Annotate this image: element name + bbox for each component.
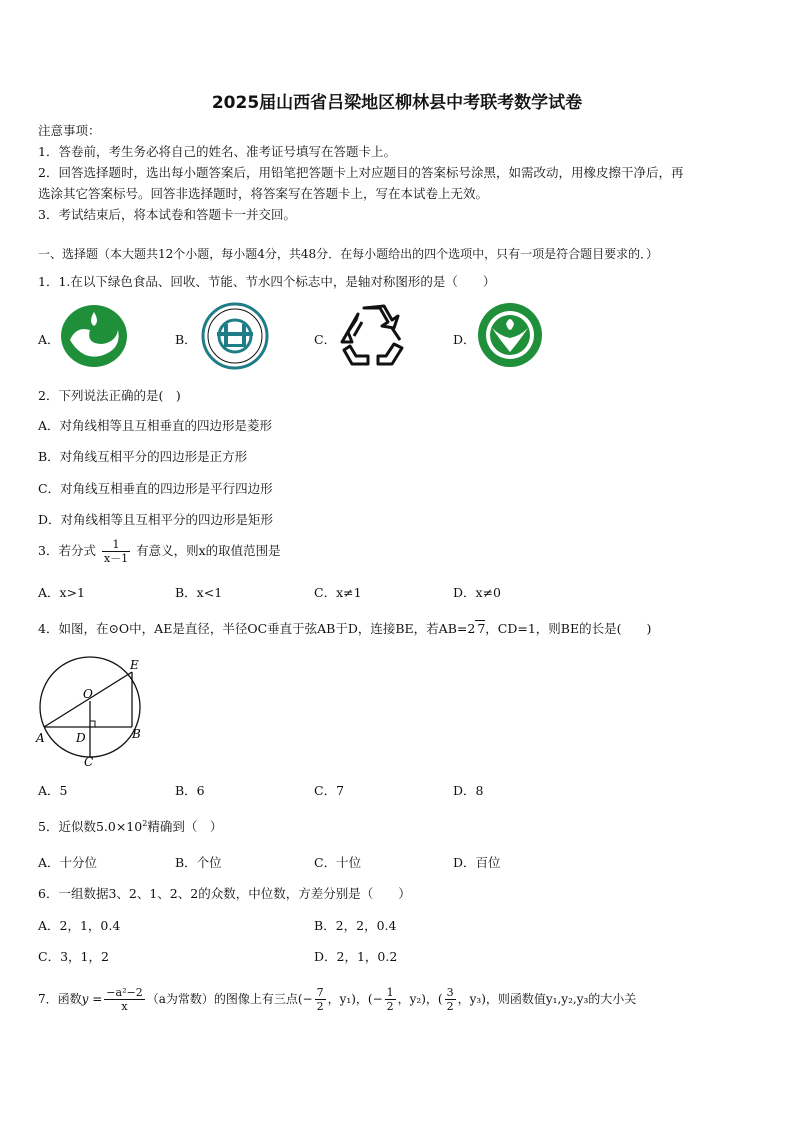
label-b: B [132, 727, 141, 741]
q2-option-d: D．对角线相等且互相平分的四边形是矩形 [38, 512, 274, 527]
question-3-stem: 3．若分式 $\frac{1}{x-1}$ 有意义，则x的取值范围是 [38, 538, 281, 565]
q6-option-b: B．2，2，0.4 [314, 918, 397, 933]
q5-option-b: B．个位 [175, 855, 222, 870]
label-e: E [130, 658, 139, 672]
water-saving-icon [476, 302, 544, 368]
q2-option-a: A．对角线相等且互相垂直的四边形是菱形 [38, 418, 273, 433]
question-1-stem: 1．1.在以下绿色食品、回收、节能、节水四个标志中，是轴对称图形的是（ ） [38, 274, 496, 289]
question-2-stem: 2．下列说法正确的是( ) [38, 388, 181, 403]
recycle-icon [338, 302, 406, 368]
q5-option-c: C．十位 [314, 855, 362, 870]
q3-option-d: D．x≠0 [453, 585, 501, 600]
q1-option-d-label: D． [453, 332, 476, 347]
notice-item: 选涂其它答案标号。回答非选择题时，将答案写在答题卡上，写在本试卷上无效。 [38, 186, 489, 201]
label-o: O [83, 687, 93, 701]
q7-function-fraction: $\frac{\text{−a²−2}}{x}$ [106, 986, 143, 1013]
label-c: C [84, 755, 94, 769]
circle-figure [34, 654, 150, 770]
section-heading: 一、选择题（本大题共12个小题，每小题4分，共48分．在每小题给出的四个选项中，只有一项是符合题目要求的．） [38, 247, 659, 261]
notice-item: 2．回答选择题时，选出每小题答案后，用铅笔把答题卡上对应题目的答案标号涂黑，如需改动，用橡皮擦干净后，再 [38, 165, 684, 180]
notice-item: 3．考试结束后，将本试卷和答题卡一并交回。 [38, 207, 296, 222]
approx-number: 5.0×10 [95, 819, 143, 834]
green-food-icon [60, 304, 128, 368]
label-d: D [76, 731, 86, 745]
q5-option-a: A．十分位 [38, 855, 98, 870]
right-angle-mark [90, 721, 95, 727]
q2-option-b: B．对角线互相平分的四边形是正方形 [38, 449, 248, 464]
q4-option-a: A．5 [38, 783, 68, 798]
label-a: A [36, 731, 45, 745]
q1-option-a-label: A． [38, 332, 60, 347]
q4-option-c: C．7 [314, 783, 345, 798]
q5-option-d: D．百位 [453, 855, 501, 870]
question-7-stem: 7．函数y = $\frac{\text{−a²−2}}{x}$ （a为常数）的图像上有三点(− $\frac{7}{2}$ ，y₁)，(− $\frac{1}{2}$ ，y₂)，( $\frac{3}{2}$ ，y₃)，则函数值y₁,y₂,y₃的大小关 [38, 986, 637, 1013]
notice-item: 1．答卷前，考生务必将自己的姓名、准考证号填写在答题卡上。 [38, 144, 396, 159]
question-6-stem: 6．一组数据3、2、1、2、2的众数，中位数，方差分别是（ ） [38, 886, 411, 901]
question-5-stem: 5．近似数$5.0\times 10^2$精确到（ ） [38, 818, 223, 834]
notice-heading: 注意事项： [38, 123, 101, 138]
q3-option-b: B．x<1 [175, 585, 223, 600]
question-4-stem: 4．如图，在⊙O中，AE是直径，半径OC垂直于弦AB于D，连接BE，若AB=2 7，CD=1，则BE的长是( ) [38, 621, 652, 636]
q3-fraction: $\frac{1}{x-1}$ [103, 538, 129, 565]
q3-option-c: C．x≠1 [314, 585, 362, 600]
q1-option-b-label: B． [175, 332, 197, 347]
q2-option-c: C．对角线互相垂直的四边形是平行四边形 [38, 481, 273, 496]
q1-option-c-label: C． [314, 332, 337, 347]
q6-option-a: A．2，1，0.4 [38, 918, 121, 933]
q3-option-a: A．x>1 [38, 585, 86, 600]
q4-option-b: B．6 [175, 783, 205, 798]
q4-option-d: D．8 [453, 783, 484, 798]
q6-option-c: C．3，1，2 [38, 949, 109, 964]
page-title: 2025届山西省吕梁地区柳林县中考联考数学试卷 [211, 93, 583, 113]
q6-option-d: D．2，1，0.2 [314, 949, 398, 964]
energy-saving-icon [200, 302, 270, 370]
